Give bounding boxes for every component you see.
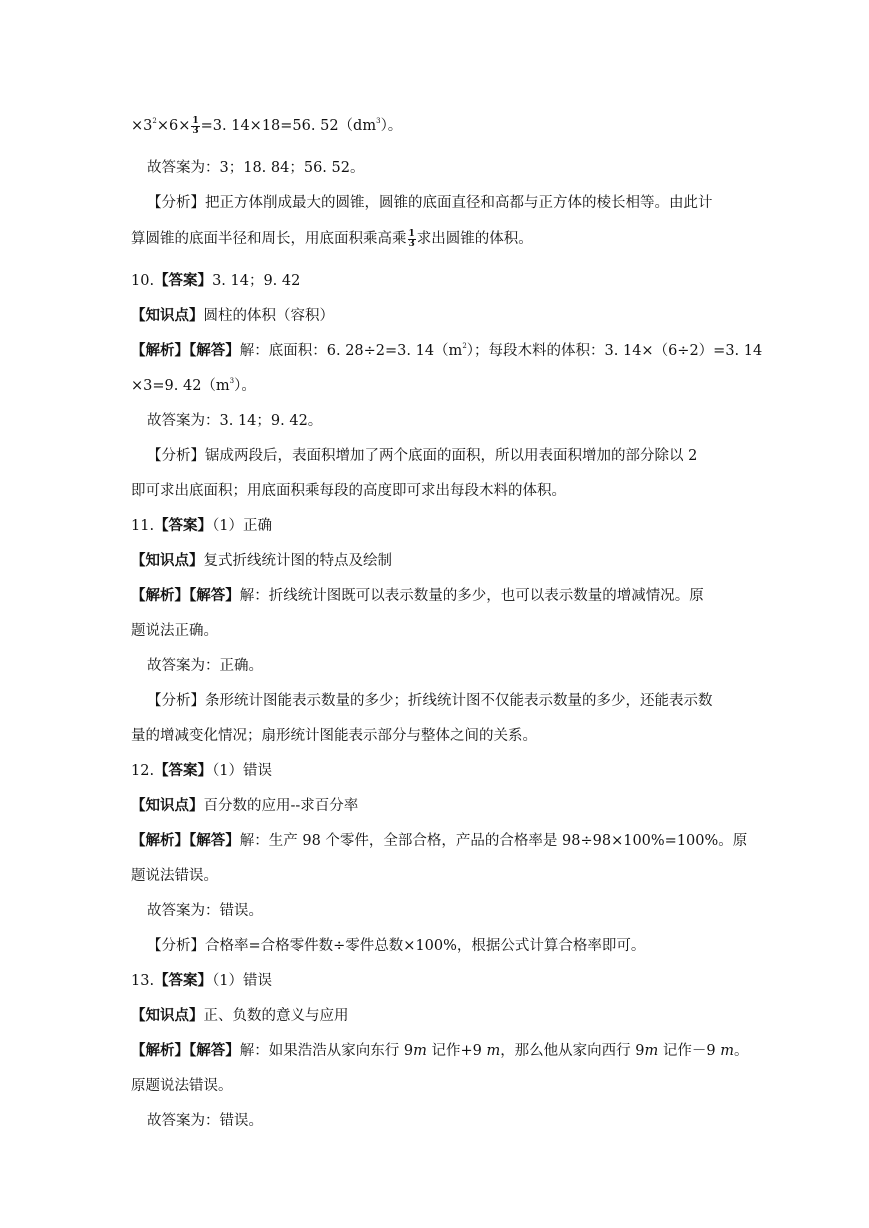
q12-answer-heading: 12.【答案】（1）错误 [131, 762, 273, 779]
q9-answer: 故答案为：3；18. 84；56. 52。 [147, 160, 365, 176]
q10-answer-heading: 10.【答案】3. 14；9. 42 [131, 272, 301, 289]
fraction-one-third: $\frac{1}{3}$ [192, 115, 199, 136]
q11-analysis-line2: 量的增减变化情况；扇形统计图能表示部分与整体之间的关系。 [131, 728, 537, 744]
q13-knowledge-point: 【知识点】正、负数的意义与应用 [131, 1007, 349, 1024]
q10-knowledge-point: 【知识点】圆柱的体积（容积） [131, 307, 334, 324]
q10-analysis-line1: 【分析】锯成两段后，表面积增加了两个底面的面积，所以用表面积增加的部分除以 2 [147, 448, 698, 464]
q12-solution-line1: 【解析】【解答】解：生产 98 个零件，全部合格，产品的合格率是 98÷98×100%=100%。原 [131, 832, 748, 849]
q12-knowledge-point: 【知识点】百分数的应用--求百分率 [131, 797, 359, 814]
q10-solution-line1: 【解析】【解答】解：底面积：6. 28÷2=3. $14(m^2)$；每段木料的体积：3. 14×（6÷2）=3. 14 [131, 342, 763, 359]
q9-analysis-line1: 【分析】把正方体削成最大的圆锥，圆锥的底面直径和高都与正方体的棱长相等。由此计 [147, 195, 713, 211]
q12-solution-line2: 题说法错误。 [131, 868, 218, 884]
q11-knowledge-point: 【知识点】复式折线统计图的特点及绘制 [131, 552, 392, 569]
q11-solution-line2: 题说法正确。 [131, 623, 218, 639]
q11-analysis-line1: 【分析】条形统计图能表示数量的多少；折线统计图不仅能表示数量的多少，还能表示数 [147, 693, 713, 709]
q12-answer: 故答案为：错误。 [147, 903, 263, 919]
q12-analysis-line1: 【分析】合格率=合格零件数÷零件总数×100%，根据公式计算合格率即可。 [147, 938, 646, 954]
q11-answer-heading: 11.【答案】（1）正确 [131, 517, 273, 534]
q10-answer: 故答案为：3. 14；9. 42。 [147, 413, 323, 429]
q11-answer: 故答案为：正确。 [147, 658, 263, 674]
q11-solution-line1: 【解析】【解答】解：折线统计图既可以表示数量的多少，也可以表示数量的增减情况。原 [131, 587, 704, 604]
fraction-one-third: $\frac{1}{3}$ [408, 228, 415, 249]
q13-answer: 故答案为：错误。 [147, 1113, 263, 1129]
q10-solution-line2: ×3=9. $42(m^3)$。 [131, 377, 256, 394]
q13-answer-heading: 13.【答案】（1）错误 [131, 972, 273, 989]
q13-solution-line2: 原题说法错误。 [131, 1078, 233, 1094]
q13-solution-line1: 【解析】【解答】解：如果浩浩从家向东行 9m 记作+9 m，那么他从家向西行 9m 记作－9 m。 [131, 1042, 749, 1059]
q9-analysis-line2: 算圆锥的底面半径和周长，用底面积乘高乘 $\frac{1}{3}$ 求出圆锥的体积。 [131, 228, 533, 249]
q10-analysis-line2: 即可求出底面积；用底面积乘每段的高度即可求出每段木料的体积。 [131, 483, 566, 499]
q9-calc-line: $\times 3^2\times 6\times$ $\frac{1}{3}$ =3. 14×18=56. $52(dm^3)$。 [131, 115, 403, 136]
